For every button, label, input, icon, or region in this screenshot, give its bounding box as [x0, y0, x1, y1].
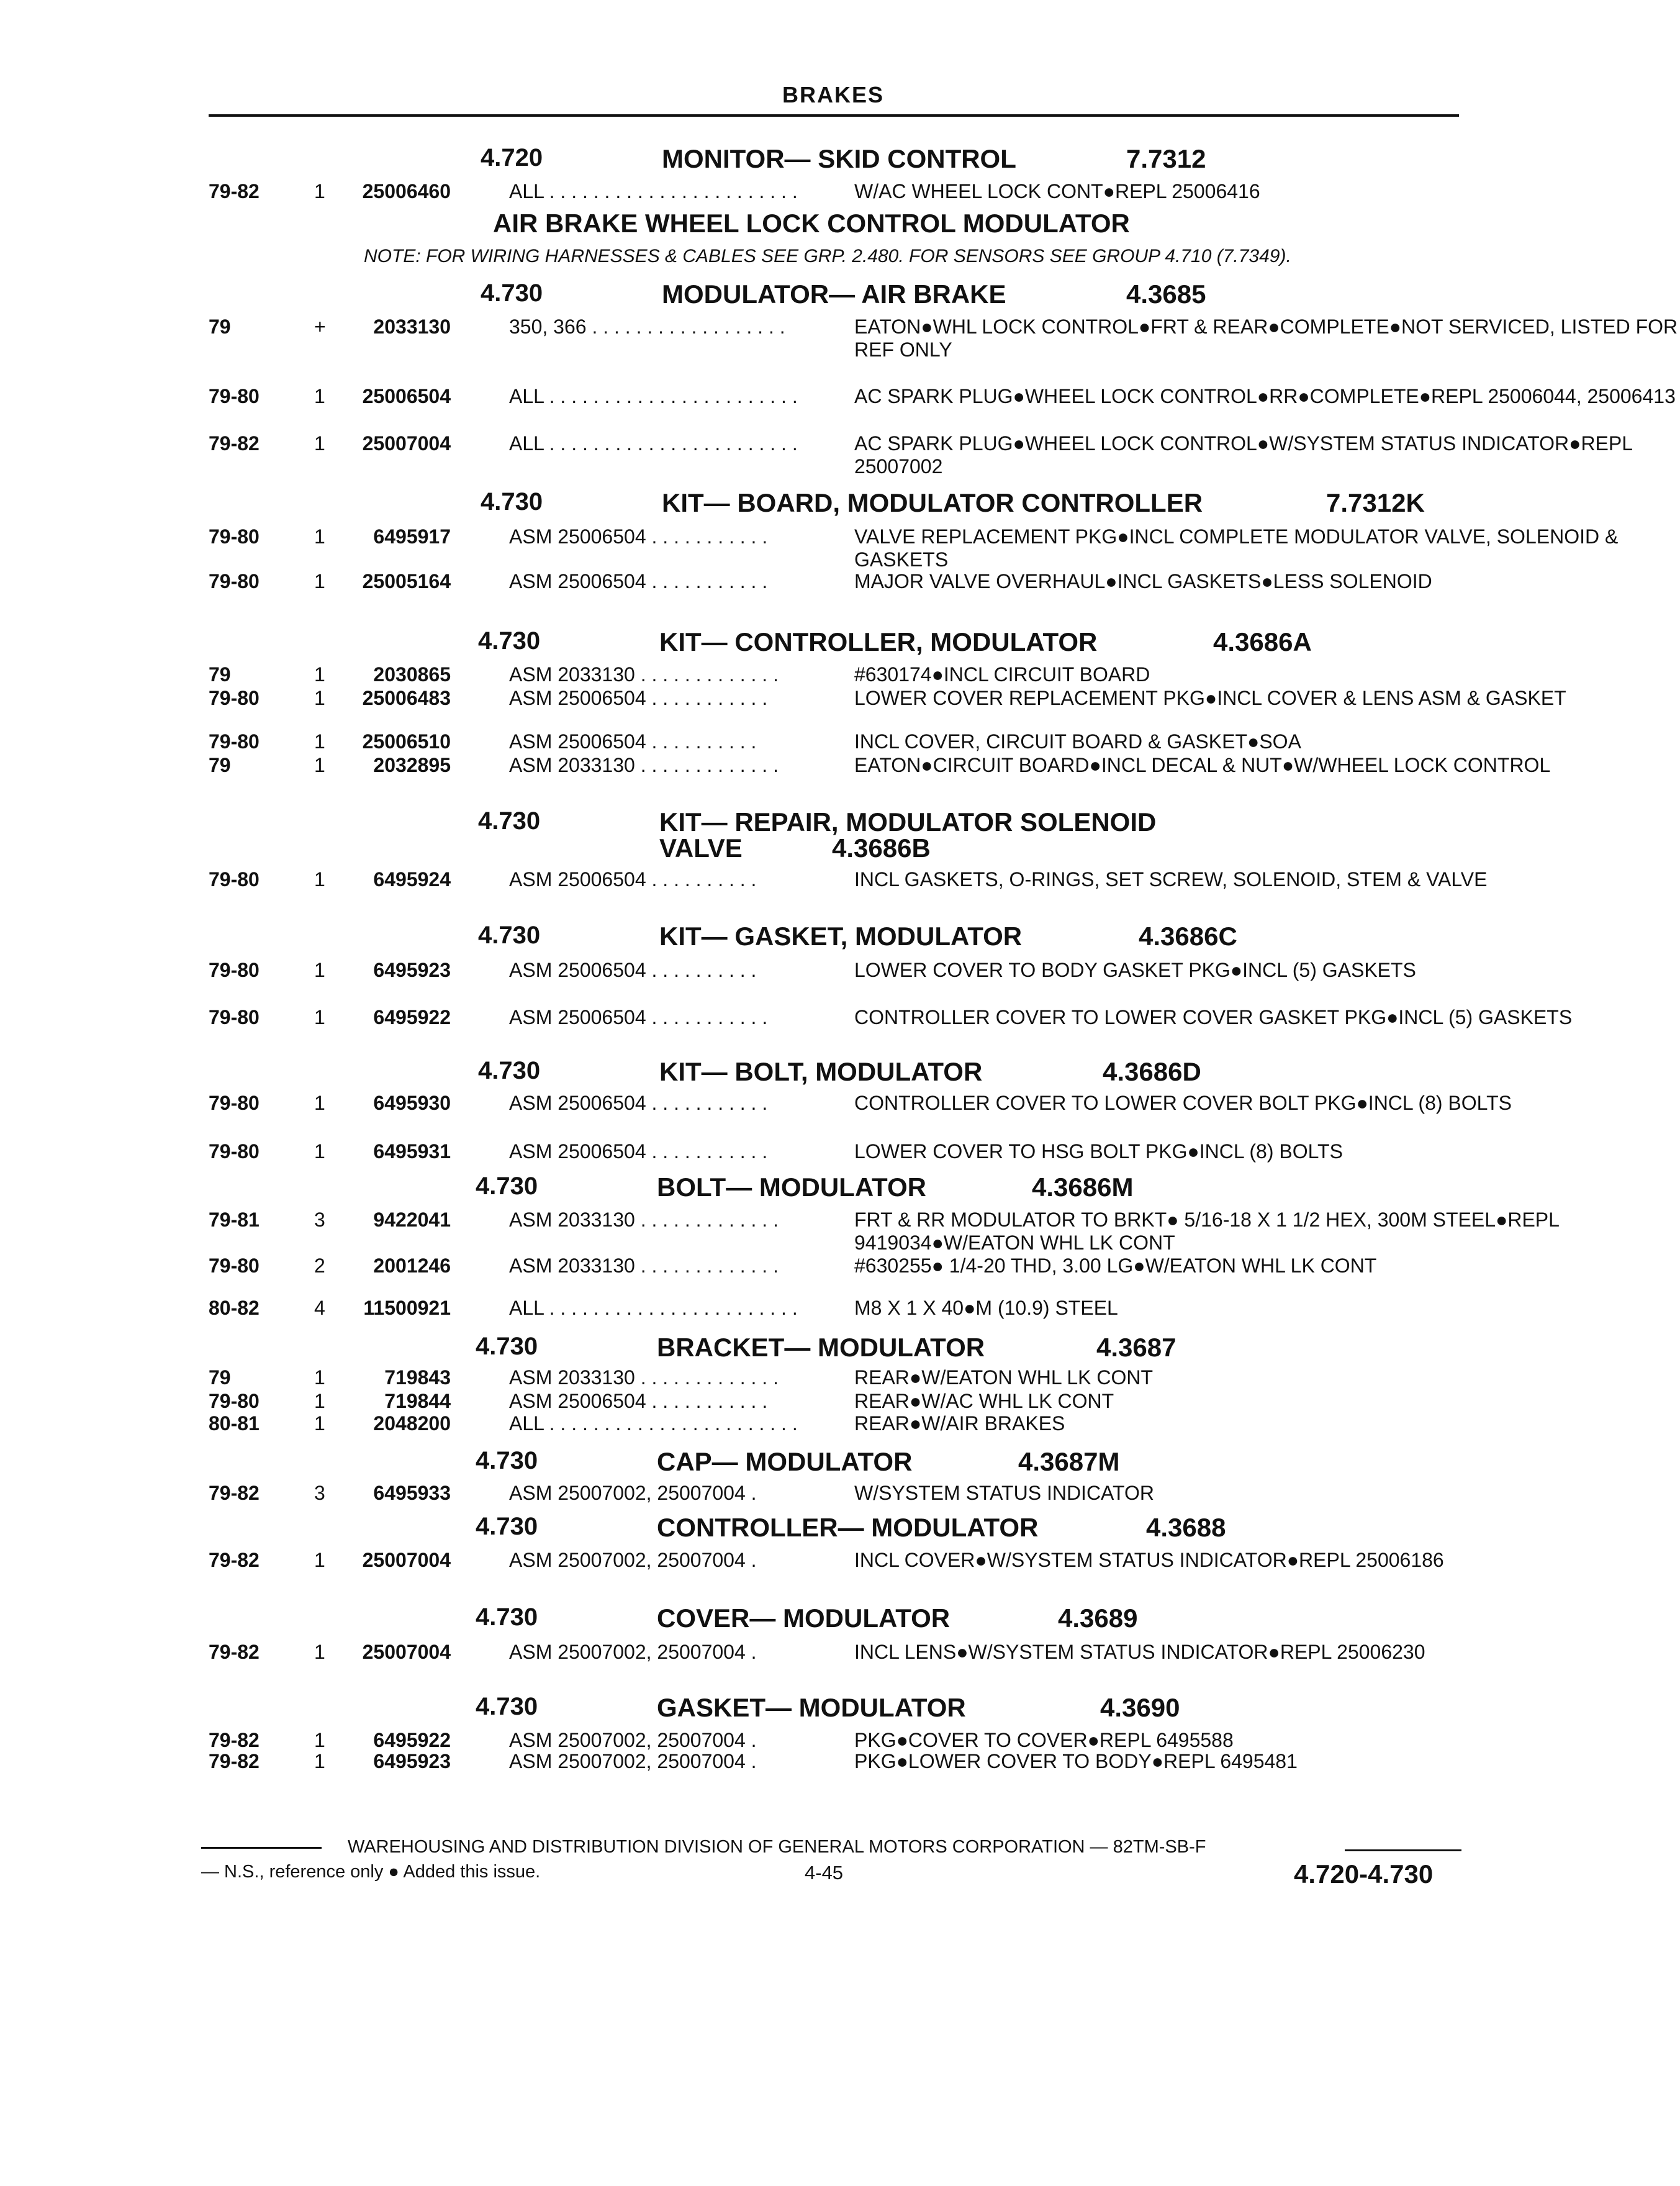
- section-group-number: 4.730: [476, 1333, 538, 1360]
- section-part-name: MONITOR— SKID CONTROL: [662, 144, 1016, 173]
- section-part-name-continued: VALVE: [659, 833, 743, 863]
- section-catalog-code: 4.3689: [1058, 1603, 1138, 1633]
- section-catalog-code: 4.3685: [1126, 279, 1206, 309]
- section-catalog-code: 4.3687: [1096, 1333, 1176, 1362]
- part-row-quantity: 1: [314, 180, 325, 202]
- section-group-number: 4.730: [476, 1603, 538, 1631]
- part-row-part-number: 6495931: [373, 1140, 451, 1163]
- part-row-years: 79: [209, 1366, 231, 1389]
- part-row-part-number: 9422041: [373, 1209, 451, 1231]
- section-part-name: KIT— CONTROLLER, MODULATOR: [659, 627, 1098, 656]
- intro-title: AIR BRAKE WHEEL LOCK CONTROL MODULATOR: [493, 209, 1130, 238]
- part-row-quantity: 2: [314, 1254, 325, 1277]
- part-row-description: MAJOR VALVE OVERHAUL●INCL GASKETS●LESS SOLENOID: [854, 570, 1432, 592]
- header-rule: [209, 114, 1459, 117]
- part-row-years: 79-80: [209, 868, 260, 891]
- part-row-application: ASM 25007002, 25007004 .: [509, 1729, 757, 1751]
- part-row-part-number: 2001246: [373, 1254, 451, 1277]
- part-row-years: 79-80: [209, 1006, 260, 1028]
- part-row-description: INCL GASKETS, O-RINGS, SET SCREW, SOLENOID, STEM & VALVE: [854, 868, 1488, 891]
- part-row-part-number: 6495917: [373, 525, 451, 548]
- part-row-years: 79-82: [209, 1729, 260, 1751]
- section-part-name: KIT— BOARD, MODULATOR CONTROLLER: [662, 488, 1203, 517]
- part-row-application: ASM 25006504 . . . . . . . . . .: [509, 868, 757, 891]
- part-row-description: AC SPARK PLUG●WHEEL LOCK CONTROL●RR●COMPLETE●REPL 25006044, 25006413: [854, 385, 1676, 407]
- part-row-application: ASM 25006504 . . . . . . . . . .: [509, 730, 757, 753]
- part-row-years: 79-80: [209, 385, 260, 407]
- section-group-number: 4.730: [478, 627, 541, 655]
- part-row-description: M8 X 1 X 40●M (10.9) STEEL: [854, 1297, 1118, 1319]
- part-row-years: 79-82: [209, 1641, 260, 1663]
- part-row-quantity: 1: [314, 687, 325, 709]
- part-row-application: ASM 2033130 . . . . . . . . . . . . .: [509, 1366, 779, 1389]
- part-row-description: PKG●LOWER COVER TO BODY●REPL 6495481: [854, 1750, 1298, 1772]
- part-row-quantity: 1: [314, 1390, 325, 1412]
- part-row-quantity: 3: [314, 1209, 325, 1231]
- part-row-application: ASM 2033130 . . . . . . . . . . . . .: [509, 663, 779, 686]
- part-row-years: 79-82: [209, 1482, 260, 1504]
- part-row-part-number: 2030865: [373, 663, 451, 686]
- part-row-quantity: 1: [314, 1366, 325, 1389]
- part-row-description: CONTROLLER COVER TO LOWER COVER BOLT PKG●INCL (8) BOLTS: [854, 1092, 1512, 1114]
- part-row-application: ASM 25006504 . . . . . . . . . . .: [509, 1092, 768, 1114]
- part-row-application: ASM 25007002, 25007004 .: [509, 1482, 757, 1504]
- part-row-part-number: 11500921: [363, 1297, 451, 1319]
- section-catalog-code: 7.7312: [1126, 144, 1206, 173]
- section-part-name: MODULATOR— AIR BRAKE: [662, 279, 1006, 309]
- part-row-part-number: 25006504: [362, 385, 451, 407]
- part-row-quantity: 1: [314, 959, 325, 981]
- part-row-years: 79-80: [209, 1092, 260, 1114]
- part-row-quantity: +: [314, 315, 326, 338]
- part-row-years: 79-80: [209, 1390, 260, 1412]
- part-row-application: ALL . . . . . . . . . . . . . . . . . . . . . . .: [509, 432, 798, 455]
- part-row-quantity: 1: [314, 432, 325, 455]
- section-group-number: 4.730: [478, 922, 541, 949]
- part-row-description: #630174●INCL CIRCUIT BOARD: [854, 663, 1150, 686]
- part-row-part-number: 719844: [384, 1390, 451, 1412]
- part-row-years: 79-80: [209, 687, 260, 709]
- part-row-quantity: 1: [314, 1729, 325, 1751]
- part-row-part-number: 25006460: [362, 180, 451, 202]
- part-row-quantity: 1: [314, 570, 325, 592]
- part-row-years: 79-80: [209, 570, 260, 592]
- part-row-description: AC SPARK PLUG●WHEEL LOCK CONTROL●W/SYSTEM STATUS INDICATOR●REPL 25007002: [854, 432, 1632, 478]
- part-row-years: 79: [209, 754, 231, 776]
- section-group-number: 4.730: [476, 1447, 538, 1474]
- part-row-application: ASM 25006504 . . . . . . . . . . .: [509, 1140, 768, 1163]
- footer-division-line: WAREHOUSING AND DISTRIBUTION DIVISION OF GENERAL MOTORS CORPORATION — 82TM-SB-F: [348, 1837, 1206, 1857]
- part-row-part-number: 25007004: [362, 432, 451, 455]
- part-row-years: 79-82: [209, 432, 260, 455]
- section-group-number: 4.730: [481, 279, 543, 307]
- part-row-years: 79-80: [209, 525, 260, 548]
- part-row-application: ALL . . . . . . . . . . . . . . . . . . . . . . .: [509, 1297, 798, 1319]
- section-group-number: 4.730: [476, 1172, 538, 1200]
- part-row-quantity: 1: [314, 525, 325, 548]
- section-part-name: KIT— GASKET, MODULATOR: [659, 922, 1023, 951]
- part-row-years: 79-80: [209, 730, 260, 753]
- section-group-number: 4.730: [481, 488, 543, 515]
- section-part-name: CAP— MODULATOR: [657, 1447, 913, 1476]
- section-group-number: 4.730: [476, 1693, 538, 1720]
- part-row-description: FRT & RR MODULATOR TO BRKT● 5/16-18 X 1 1/2 HEX, 300M STEEL●REPL 9419034●W/EATON WHL LK CONT: [854, 1209, 1559, 1254]
- part-row-quantity: 1: [314, 1412, 325, 1435]
- part-row-part-number: 25006510: [362, 730, 451, 753]
- part-row-years: 79: [209, 315, 231, 338]
- part-row-application: ASM 25006504 . . . . . . . . . .: [509, 959, 757, 981]
- part-row-application: 350, 366 . . . . . . . . . . . . . . . . . .: [509, 315, 785, 338]
- part-row-years: 79-80: [209, 959, 260, 981]
- part-row-description: REAR●W/AC WHL LK CONT: [854, 1390, 1114, 1412]
- section-catalog-code: 4.3686A: [1213, 627, 1312, 656]
- part-row-description: INCL COVER, CIRCUIT BOARD & GASKET●SOA: [854, 730, 1301, 753]
- part-row-description: W/SYSTEM STATUS INDICATOR: [854, 1482, 1154, 1504]
- part-row-quantity: 1: [314, 1641, 325, 1663]
- part-row-description: VALVE REPLACEMENT PKG●INCL COMPLETE MODULATOR VALVE, SOLENOID & GASKETS: [854, 525, 1619, 571]
- section-catalog-code: 4.3686D: [1103, 1057, 1201, 1086]
- part-row-description: CONTROLLER COVER TO LOWER COVER GASKET PKG●INCL (5) GASKETS: [854, 1006, 1573, 1028]
- part-row-quantity: 3: [314, 1482, 325, 1504]
- part-row-part-number: 6495923: [373, 959, 451, 981]
- part-row-quantity: 1: [314, 663, 325, 686]
- part-row-quantity: 1: [314, 1140, 325, 1163]
- part-row-application: ASM 2033130 . . . . . . . . . . . . .: [509, 1209, 779, 1231]
- part-row-part-number: 719843: [384, 1366, 451, 1389]
- part-row-application: ASM 25007002, 25007004 .: [509, 1641, 757, 1663]
- part-row-quantity: 1: [314, 868, 325, 891]
- section-catalog-code: 4.3686M: [1032, 1172, 1134, 1202]
- part-row-years: 80-81: [209, 1412, 260, 1435]
- part-row-part-number: 6495930: [373, 1092, 451, 1114]
- part-row-application: ASM 25006504 . . . . . . . . . . .: [509, 525, 768, 548]
- part-row-description: INCL LENS●W/SYSTEM STATUS INDICATOR●REPL 25006230: [854, 1641, 1425, 1663]
- section-catalog-code: 4.3686C: [1139, 922, 1237, 951]
- part-row-quantity: 1: [314, 1092, 325, 1114]
- part-row-description: REAR●W/AIR BRAKES: [854, 1412, 1065, 1435]
- part-row-part-number: 2048200: [373, 1412, 451, 1435]
- section-catalog-code: 4.3686B: [832, 833, 931, 863]
- part-row-description: PKG●COVER TO COVER●REPL 6495588: [854, 1729, 1234, 1751]
- part-row-years: 80-82: [209, 1297, 260, 1319]
- part-row-part-number: 25006483: [362, 687, 451, 709]
- section-catalog-code: 4.3687M: [1018, 1447, 1120, 1476]
- footer-group-range: 4.720-4.730: [1294, 1859, 1434, 1889]
- section-part-name: GASKET— MODULATOR: [657, 1693, 966, 1722]
- part-row-description: REAR●W/EATON WHL LK CONT: [854, 1366, 1153, 1389]
- part-row-application: ASM 25007002, 25007004 .: [509, 1750, 757, 1772]
- section-part-name: KIT— REPAIR, MODULATOR SOLENOID: [659, 807, 1157, 837]
- part-row-years: 79-81: [209, 1209, 260, 1231]
- part-row-application: ALL . . . . . . . . . . . . . . . . . . . . . . .: [509, 1412, 798, 1435]
- part-row-description: W/AC WHEEL LOCK CONT●REPL 25006416: [854, 180, 1260, 202]
- section-group-number: 4.730: [476, 1513, 538, 1540]
- part-row-part-number: 25005164: [362, 570, 451, 592]
- part-row-years: 79-82: [209, 1750, 260, 1772]
- part-row-description: EATON●CIRCUIT BOARD●INCL DECAL & NUT●W/WHEEL LOCK CONTROL: [854, 754, 1551, 776]
- part-row-application: ASM 2033130 . . . . . . . . . . . . .: [509, 754, 779, 776]
- part-row-application: ALL . . . . . . . . . . . . . . . . . . . . . . .: [509, 385, 798, 407]
- part-row-years: 79-82: [209, 1549, 260, 1571]
- part-row-quantity: 1: [314, 1750, 325, 1772]
- part-row-part-number: 6495922: [373, 1729, 451, 1751]
- part-row-years: 79-80: [209, 1254, 260, 1277]
- section-catalog-code: 7.7312K: [1326, 488, 1425, 517]
- section-group-number: 4.720: [481, 144, 543, 171]
- part-row-quantity: 1: [314, 1549, 325, 1571]
- section-group-number: 4.730: [478, 1057, 541, 1084]
- part-row-description: #630255● 1/4-20 THD, 3.00 LG●W/EATON WHL LK CONT: [854, 1254, 1377, 1277]
- part-row-quantity: 1: [314, 730, 325, 753]
- part-row-quantity: 4: [314, 1297, 325, 1319]
- part-row-quantity: 1: [314, 385, 325, 407]
- intro-note: NOTE: FOR WIRING HARNESSES & CABLES SEE GRP. 2.480. FOR SENSORS SEE GROUP 4.710 (7.7349).: [364, 246, 1291, 266]
- part-row-application: ASM 25006504 . . . . . . . . . . .: [509, 1006, 768, 1028]
- part-row-application: ASM 2033130 . . . . . . . . . . . . .: [509, 1254, 779, 1277]
- part-row-part-number: 6495924: [373, 868, 451, 891]
- part-row-years: 79: [209, 663, 231, 686]
- part-row-description: INCL COVER●W/SYSTEM STATUS INDICATOR●REPL 25006186: [854, 1549, 1444, 1571]
- part-row-application: ASM 25006504 . . . . . . . . . . .: [509, 687, 768, 709]
- part-row-application: ALL . . . . . . . . . . . . . . . . . . . . . . .: [509, 180, 798, 202]
- section-part-name: BRACKET— MODULATOR: [657, 1333, 985, 1362]
- part-row-part-number: 6495923: [373, 1750, 451, 1772]
- part-row-description: LOWER COVER TO BODY GASKET PKG●INCL (5) GASKETS: [854, 959, 1416, 981]
- part-row-part-number: 2033130: [373, 315, 451, 338]
- part-row-years: 79-80: [209, 1140, 260, 1163]
- section-catalog-code: 4.3688: [1146, 1513, 1226, 1542]
- footer-rule-right: [1345, 1849, 1461, 1851]
- page-header: BRAKES: [782, 82, 885, 107]
- part-row-part-number: 25007004: [362, 1641, 451, 1663]
- part-row-years: 79-82: [209, 180, 260, 202]
- footer-rule-left: [201, 1847, 322, 1849]
- part-row-quantity: 1: [314, 754, 325, 776]
- part-row-application: ASM 25006504 . . . . . . . . . . .: [509, 570, 768, 592]
- part-row-part-number: 2032895: [373, 754, 451, 776]
- part-row-description: EATON●WHL LOCK CONTROL●FRT & REAR●COMPLETE●NOT SERVICED, LISTED FOR REF ONLY: [854, 315, 1678, 361]
- footer-reference-note: — N.S., reference only ● Added this issue.: [201, 1862, 541, 1882]
- section-catalog-code: 4.3690: [1100, 1693, 1180, 1722]
- part-row-application: ASM 25007002, 25007004 .: [509, 1549, 757, 1571]
- part-row-description: LOWER COVER REPLACEMENT PKG●INCL COVER & LENS ASM & GASKET: [854, 687, 1566, 709]
- footer-page-number: 4-45: [805, 1862, 844, 1884]
- part-row-application: ASM 25006504 . . . . . . . . . . .: [509, 1390, 768, 1412]
- section-part-name: BOLT— MODULATOR: [657, 1172, 926, 1202]
- part-row-part-number: 6495933: [373, 1482, 451, 1504]
- section-part-name: COVER— MODULATOR: [657, 1603, 951, 1633]
- section-part-name: CONTROLLER— MODULATOR: [657, 1513, 1039, 1542]
- part-row-part-number: 6495922: [373, 1006, 451, 1028]
- section-group-number: 4.730: [478, 807, 541, 835]
- section-part-name: KIT— BOLT, MODULATOR: [659, 1057, 983, 1086]
- part-row-quantity: 1: [314, 1006, 325, 1028]
- part-row-description: LOWER COVER TO HSG BOLT PKG●INCL (8) BOLTS: [854, 1140, 1343, 1163]
- part-row-part-number: 25007004: [362, 1549, 451, 1571]
